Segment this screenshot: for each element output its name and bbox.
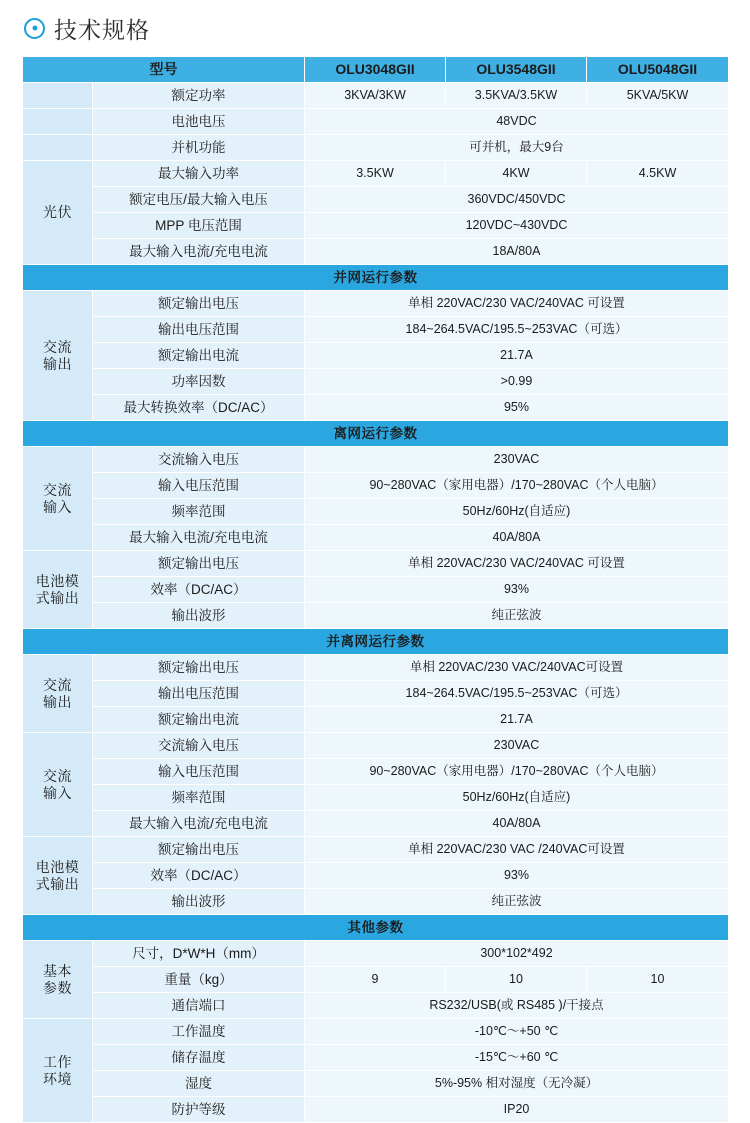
row-value: 93%: [305, 863, 729, 889]
section-header-row: [23, 265, 729, 291]
table-row: [23, 733, 729, 759]
header-model-3: OLU5048GII: [587, 57, 729, 83]
table-row: [23, 525, 729, 551]
row-parameter-label: 尺寸，D*W*H（mm）: [93, 941, 305, 967]
section-header-row: [23, 915, 729, 941]
row-value: 单相 220VAC/230 VAC/240VAC可设置: [305, 655, 729, 681]
row-parameter-label: 湿度: [93, 1071, 305, 1097]
row-value: 纯正弦波: [305, 889, 729, 915]
row-parameter-label: 重量（kg）: [93, 967, 305, 993]
table-row: [23, 707, 729, 733]
row-value: 40A/80A: [305, 811, 729, 837]
row-value: 95%: [305, 395, 729, 421]
row-value: 184~264.5VAC/195.5~253VAC（可选）: [305, 681, 729, 707]
row-value-2: 3.5KVA/3.5KW: [446, 83, 587, 109]
row-parameter-label: 输出电压范围: [93, 317, 305, 343]
row-parameter-label: 最大输入电流/充电电流: [93, 811, 305, 837]
row-value-3: 4.5KW: [587, 161, 729, 187]
row-group-label: 光伏: [23, 161, 93, 265]
table-row: [23, 213, 729, 239]
technical-specifications-table: [22, 56, 729, 1123]
section-header-row: [23, 629, 729, 655]
row-value-1: 3.5KW: [305, 161, 446, 187]
row-group-label: [23, 109, 93, 135]
row-value: -10℃～+50 ℃: [305, 1019, 729, 1045]
table-row: [23, 83, 729, 109]
row-parameter-label: 频率范围: [93, 785, 305, 811]
row-value-1: 9: [305, 967, 446, 993]
row-parameter-label: 工作温度: [93, 1019, 305, 1045]
table-row: [23, 291, 729, 317]
row-group-label: [23, 135, 93, 161]
row-parameter-label: 额定输出电流: [93, 707, 305, 733]
section-header-label: 其他参数: [23, 915, 729, 941]
row-value-1: 3KVA/3KW: [305, 83, 446, 109]
row-parameter-label: 额定功率: [93, 83, 305, 109]
table-row: [23, 343, 729, 369]
row-group-label: 工作 环境: [23, 1019, 93, 1123]
table-row: [23, 447, 729, 473]
table-row: [23, 889, 729, 915]
row-parameter-label: 效率（DC/AC）: [93, 863, 305, 889]
row-parameter-label: 储存温度: [93, 1045, 305, 1071]
table-row: [23, 863, 729, 889]
table-row: [23, 811, 729, 837]
table-row: [23, 135, 729, 161]
row-value: 230VAC: [305, 733, 729, 759]
row-value: 300*102*492: [305, 941, 729, 967]
row-value: 50Hz/60Hz(自适应): [305, 499, 729, 525]
row-value-3: 10: [587, 967, 729, 993]
header-model-1: OLU3048GII: [305, 57, 446, 83]
row-value: >0.99: [305, 369, 729, 395]
row-value: IP20: [305, 1097, 729, 1123]
row-value: 21.7A: [305, 707, 729, 733]
table-row: [23, 1071, 729, 1097]
page-title: 技术规格: [54, 16, 150, 43]
row-parameter-label: 通信端口: [93, 993, 305, 1019]
target-circle-icon: [24, 18, 45, 39]
row-parameter-label: 额定输出电流: [93, 343, 305, 369]
row-value: 纯正弦波: [305, 603, 729, 629]
table-row: [23, 109, 729, 135]
row-parameter-label: 最大输入电流/充电电流: [93, 525, 305, 551]
row-parameter-label: MPP 电压范围: [93, 213, 305, 239]
row-value: 单相 220VAC/230 VAC /240VAC可设置: [305, 837, 729, 863]
row-value: 5%-95% 相对湿度（无冷凝）: [305, 1071, 729, 1097]
row-value: RS232/USB(或 RS485 )/干接点: [305, 993, 729, 1019]
table-row: [23, 837, 729, 863]
table-header-row: [23, 57, 729, 83]
table-row: [23, 681, 729, 707]
row-value-2: 10: [446, 967, 587, 993]
row-value: 18A/80A: [305, 239, 729, 265]
header-model-2: OLU3548GII: [446, 57, 587, 83]
row-parameter-label: 最大转换效率（DC/AC）: [93, 395, 305, 421]
section-header-row: [23, 421, 729, 447]
row-group-label: 交流 输入: [23, 447, 93, 551]
row-value: 184~264.5VAC/195.5~253VAC（可选）: [305, 317, 729, 343]
row-parameter-label: 交流输入电压: [93, 733, 305, 759]
table-row: [23, 655, 729, 681]
row-parameter-label: 最大输入功率: [93, 161, 305, 187]
row-group-label: 交流 输出: [23, 655, 93, 733]
table-row: [23, 473, 729, 499]
row-parameter-label: 输出电压范围: [93, 681, 305, 707]
table-row: [23, 187, 729, 213]
row-value-3: 5KVA/5KW: [587, 83, 729, 109]
row-value: 360VDC/450VDC: [305, 187, 729, 213]
row-parameter-label: 额定输出电压: [93, 837, 305, 863]
row-parameter-label: 频率范围: [93, 499, 305, 525]
row-value: 21.7A: [305, 343, 729, 369]
row-value-2: 4KW: [446, 161, 587, 187]
row-parameter-label: 功率因数: [93, 369, 305, 395]
row-group-label: 基本 参数: [23, 941, 93, 1019]
row-parameter-label: 效率（DC/AC）: [93, 577, 305, 603]
row-value: 48VDC: [305, 109, 729, 135]
section-header-label: 离网运行参数: [23, 421, 729, 447]
row-group-label: 交流 输出: [23, 291, 93, 421]
table-row: [23, 1097, 729, 1123]
table-row: [23, 551, 729, 577]
row-value: 单相 220VAC/230 VAC/240VAC 可设置: [305, 291, 729, 317]
row-value: 40A/80A: [305, 525, 729, 551]
page-title-row: [22, 0, 728, 56]
table-row: [23, 967, 729, 993]
row-parameter-label: 额定输出电压: [93, 551, 305, 577]
table-row: [23, 1019, 729, 1045]
table-row: [23, 499, 729, 525]
row-value: 单相 220VAC/230 VAC/240VAC 可设置: [305, 551, 729, 577]
row-value: -15℃～+60 ℃: [305, 1045, 729, 1071]
row-group-label: 交流 输入: [23, 733, 93, 837]
table-row: [23, 759, 729, 785]
section-header-label: 并网运行参数: [23, 265, 729, 291]
row-parameter-label: 输出波形: [93, 889, 305, 915]
row-value: 120VDC~430VDC: [305, 213, 729, 239]
row-group-label: 电池模 式输出: [23, 837, 93, 915]
row-value: 230VAC: [305, 447, 729, 473]
row-parameter-label: 最大输入电流/充电电流: [93, 239, 305, 265]
row-parameter-label: 电池电压: [93, 109, 305, 135]
row-parameter-label: 额定输出电压: [93, 655, 305, 681]
row-parameter-label: 防护等级: [93, 1097, 305, 1123]
table-row: [23, 941, 729, 967]
table-row: [23, 395, 729, 421]
table-row: [23, 317, 729, 343]
table-row: [23, 603, 729, 629]
table-row: [23, 577, 729, 603]
row-parameter-label: 额定输出电压: [93, 291, 305, 317]
row-parameter-label: 输出波形: [93, 603, 305, 629]
table-row: [23, 1045, 729, 1071]
row-parameter-label: 输入电压范围: [93, 759, 305, 785]
table-row: [23, 993, 729, 1019]
row-parameter-label: 输入电压范围: [93, 473, 305, 499]
row-parameter-label: 额定电压/最大输入电压: [93, 187, 305, 213]
row-group-label: [23, 83, 93, 109]
row-value: 93%: [305, 577, 729, 603]
header-model-label: 型号: [23, 57, 305, 83]
row-value: 可并机，最大9台: [305, 135, 729, 161]
row-value: 50Hz/60Hz(自适应): [305, 785, 729, 811]
section-header-label: 并离网运行参数: [23, 629, 729, 655]
table-row: [23, 369, 729, 395]
row-group-label: 电池模 式输出: [23, 551, 93, 629]
table-row: [23, 161, 729, 187]
table-row: [23, 239, 729, 265]
row-value: 90~280VAC（家用电器）/170~280VAC（个人电脑）: [305, 759, 729, 785]
table-row: [23, 785, 729, 811]
row-parameter-label: 并机功能: [93, 135, 305, 161]
row-value: 90~280VAC（家用电器）/170~280VAC（个人电脑）: [305, 473, 729, 499]
row-parameter-label: 交流输入电压: [93, 447, 305, 473]
